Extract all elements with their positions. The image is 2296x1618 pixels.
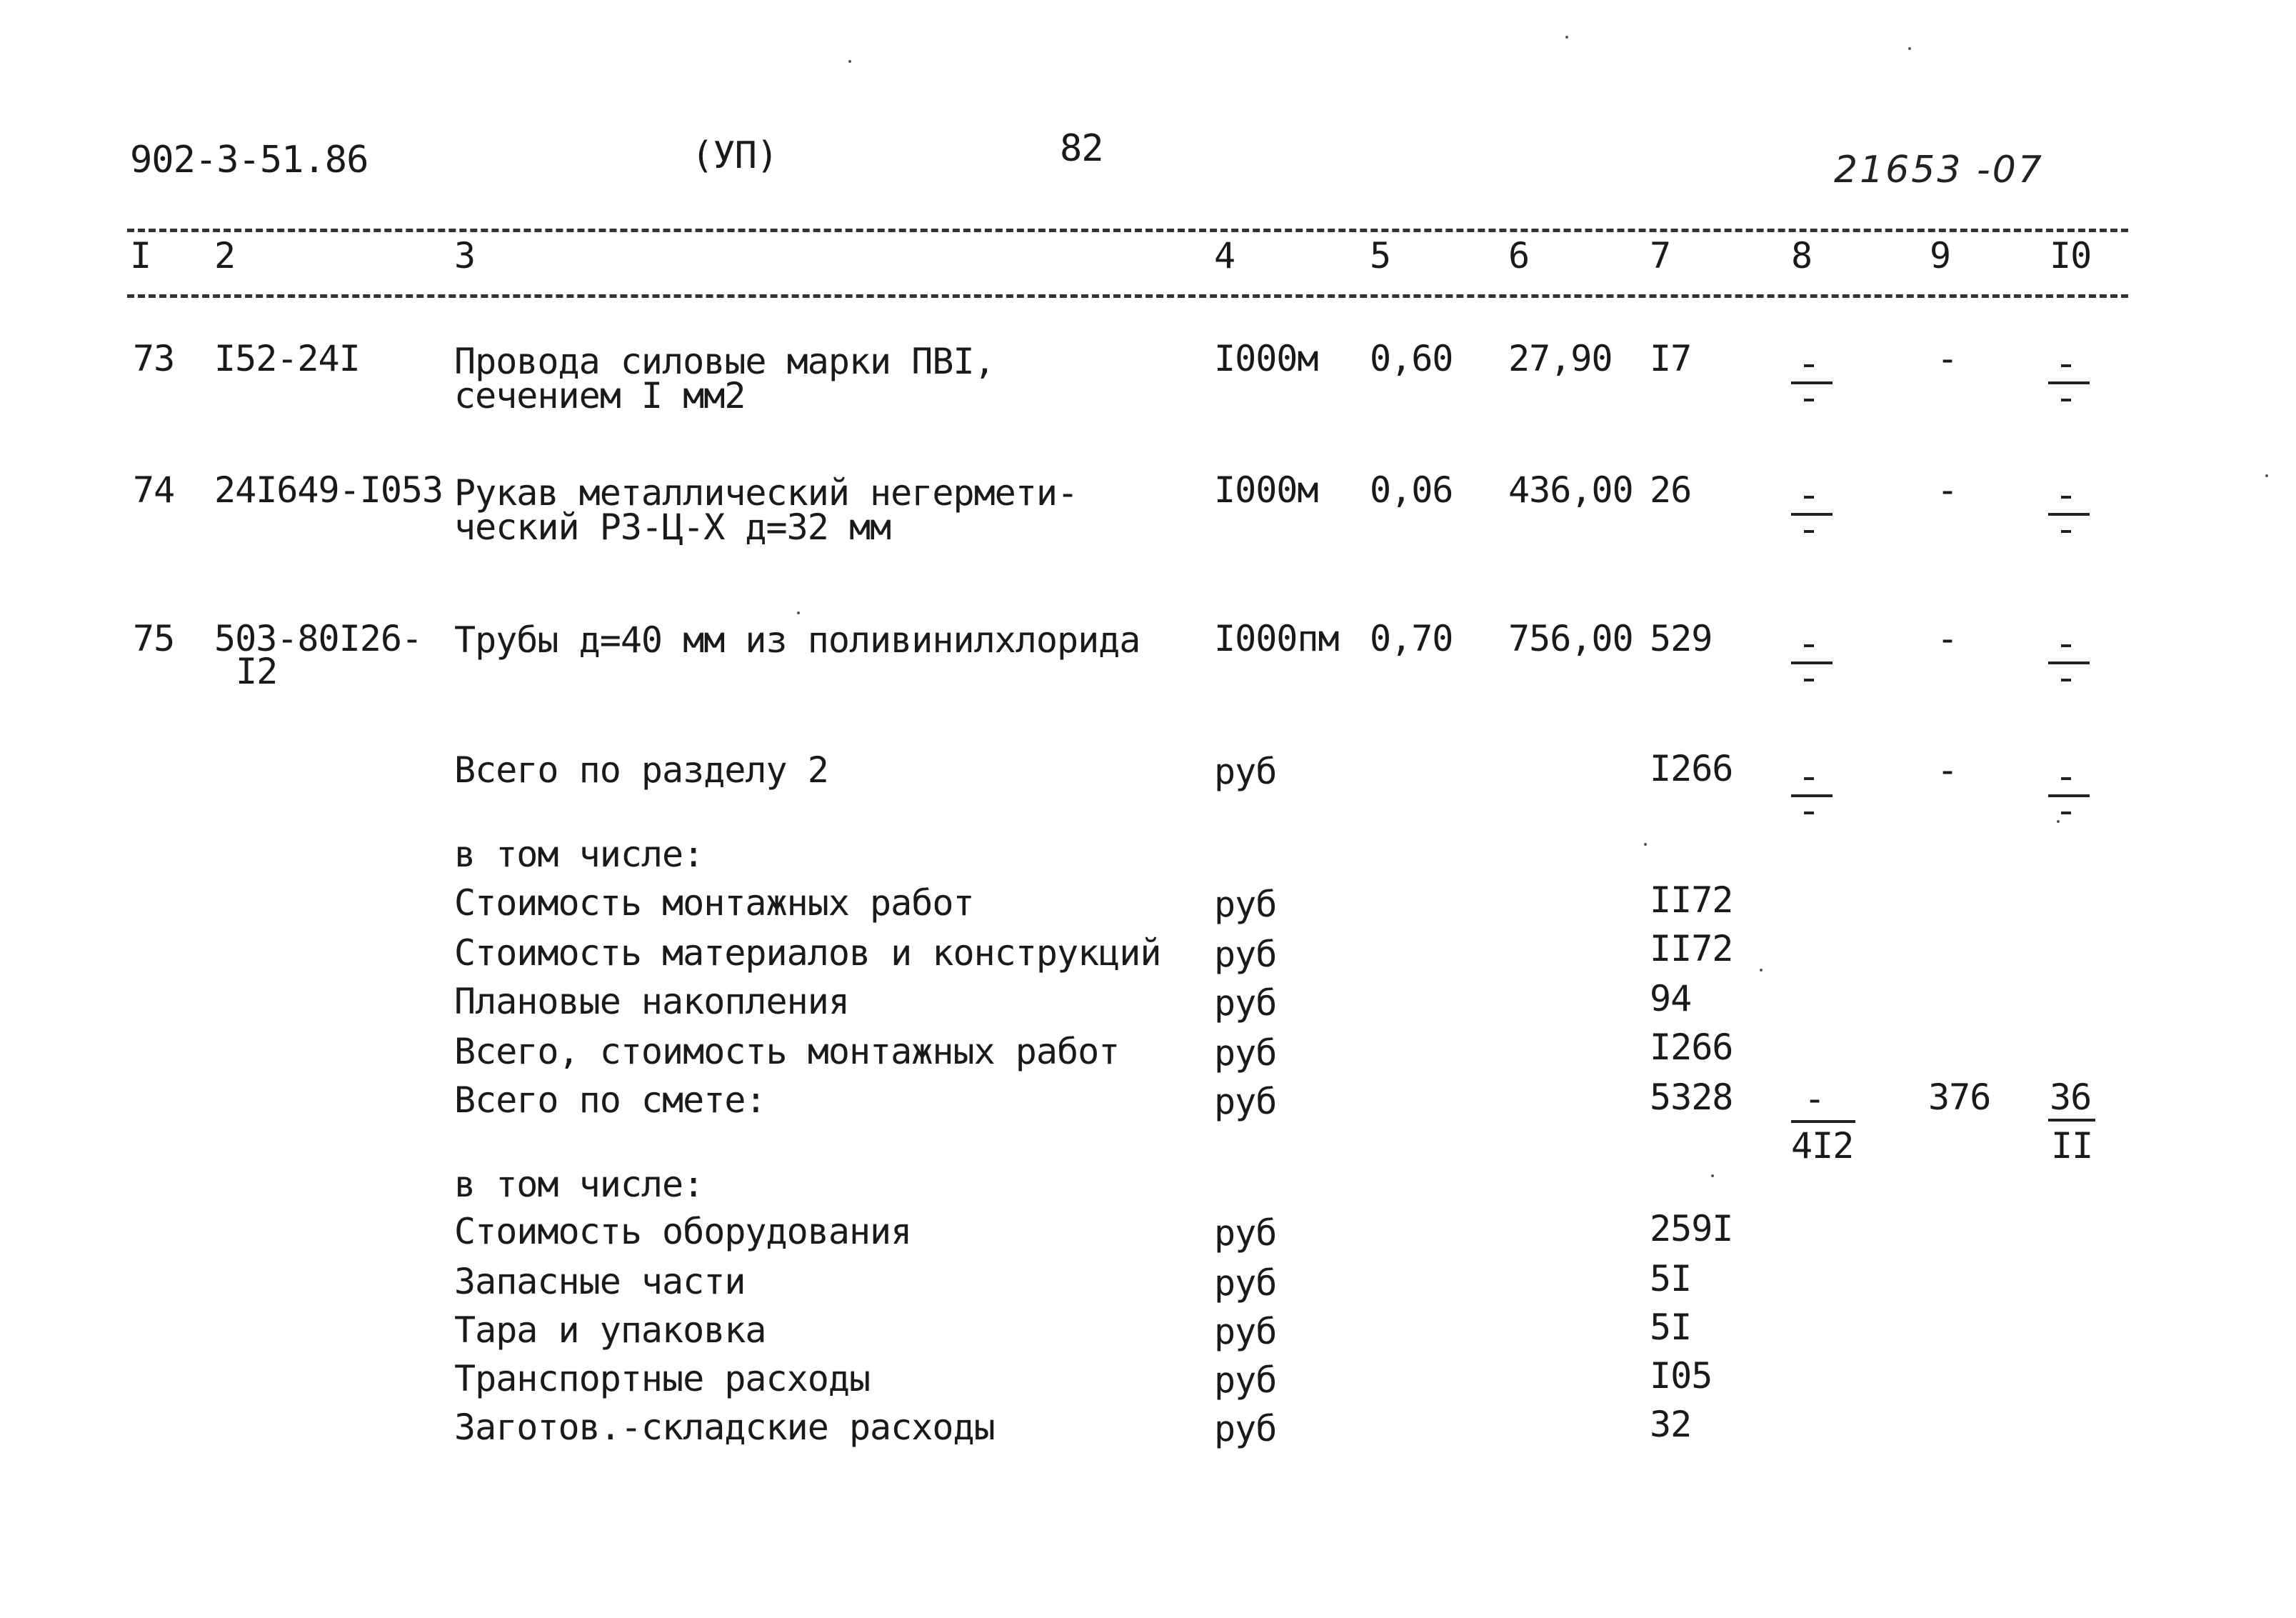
breakdown-heading: в том числе: bbox=[454, 834, 704, 875]
estimate-col9: 376 bbox=[1928, 1077, 1991, 1118]
row-code-line1: 503-80I26- bbox=[214, 618, 423, 659]
scan-speck bbox=[1760, 969, 1763, 972]
item-label: Запасные части bbox=[454, 1261, 746, 1302]
item-value: 94 bbox=[1650, 978, 1692, 1019]
section-total-value: I266 bbox=[1650, 748, 1733, 789]
dash-mark-col10 bbox=[2041, 354, 2105, 411]
item-label: Плановые накопления bbox=[454, 981, 849, 1022]
row-description-line2: сечением I мм2 bbox=[454, 375, 746, 416]
row-unit-price: 27,90 bbox=[1508, 338, 1613, 379]
item-unit: руб bbox=[1214, 1408, 1277, 1449]
page-number: 82 bbox=[1060, 127, 1103, 170]
item-label: Заготов.-складские расходы bbox=[454, 1407, 995, 1448]
item-unit: руб bbox=[1214, 1262, 1277, 1304]
row-code: I52-24I bbox=[214, 338, 360, 379]
row-total: 529 bbox=[1650, 618, 1713, 659]
row-code-line2: I2 bbox=[236, 651, 278, 692]
dash-mark-col10 bbox=[2041, 767, 2105, 824]
scan-speck bbox=[1565, 36, 1568, 39]
scan-speck bbox=[1644, 843, 1647, 846]
row-total: I7 bbox=[1650, 338, 1692, 379]
item-value: II72 bbox=[1650, 928, 1733, 969]
scan-speck bbox=[848, 60, 851, 63]
item-label: Стоимость монтажных работ bbox=[454, 882, 974, 924]
column-header-2: 2 bbox=[214, 235, 236, 276]
header-bottom-rule bbox=[127, 294, 2128, 298]
scan-speck bbox=[1711, 1174, 1714, 1177]
row-total: 26 bbox=[1650, 469, 1692, 511]
row-quantity: 0,60 bbox=[1370, 338, 1453, 379]
reference-number: 21653 -07 bbox=[1834, 149, 2044, 191]
row-col9: - bbox=[1937, 469, 1958, 511]
row-unit: I000м bbox=[1214, 338, 1318, 379]
section-total-col9: - bbox=[1937, 749, 1958, 791]
estimate-col10-bottom: II bbox=[2051, 1125, 2093, 1167]
item-value: 5I bbox=[1650, 1258, 1692, 1299]
dash-mark-col8 bbox=[1784, 354, 1848, 411]
estimate-total-label: Всего по смете: bbox=[454, 1079, 766, 1121]
fraction-line-col8 bbox=[1791, 1120, 1855, 1123]
item-value: II72 bbox=[1650, 879, 1733, 921]
row-quantity: 0,06 bbox=[1370, 469, 1453, 511]
scan-speck bbox=[1908, 47, 1911, 50]
stage-label: (УП) bbox=[691, 134, 778, 177]
dash-mark-col8 bbox=[1784, 486, 1848, 543]
dash-mark-col10 bbox=[2041, 634, 2105, 691]
section-total-unit: руб bbox=[1214, 751, 1277, 792]
column-header-1: I bbox=[130, 235, 151, 276]
item-unit: руб bbox=[1214, 934, 1277, 975]
item-unit: руб bbox=[1214, 1212, 1277, 1254]
item-label: Стоимость оборудования bbox=[454, 1211, 912, 1252]
item-value: 32 bbox=[1650, 1404, 1692, 1445]
item-unit: руб bbox=[1214, 982, 1277, 1024]
item-label: Тара и упаковка bbox=[454, 1309, 766, 1351]
row-col9: - bbox=[1937, 618, 1958, 659]
item-value: 259I bbox=[1650, 1208, 1733, 1249]
item-unit: руб bbox=[1214, 884, 1277, 925]
dash-mark-col8 bbox=[1784, 767, 1848, 824]
column-header-6: 6 bbox=[1508, 235, 1530, 276]
estimate-col10-top: 36 bbox=[2050, 1077, 2092, 1118]
row-description-line2: ческий РЗ-Ц-Х д=32 мм bbox=[454, 506, 891, 548]
estimate-total-unit: руб bbox=[1214, 1081, 1277, 1122]
item-unit: руб bbox=[1214, 1359, 1277, 1401]
row-unit: I000м bbox=[1214, 469, 1318, 511]
column-header-8: 8 bbox=[1791, 235, 1813, 276]
dash-mark-col8 bbox=[1784, 634, 1848, 691]
row-number: 74 bbox=[133, 469, 175, 511]
document-code: 902-3-51.86 bbox=[130, 139, 369, 181]
row-unit-price: 436,00 bbox=[1508, 469, 1633, 511]
row-description-line1: Рукав металлический негермети- bbox=[454, 472, 1078, 514]
column-header-7: 7 bbox=[1650, 235, 1671, 276]
row-col9: - bbox=[1937, 338, 1958, 379]
row-code: 24I649-I053 bbox=[214, 469, 443, 511]
column-header-5: 5 bbox=[1370, 235, 1391, 276]
dash-mark-col10 bbox=[2041, 486, 2105, 543]
column-header-4: 4 bbox=[1214, 235, 1235, 276]
fraction-line-col10 bbox=[2048, 1119, 2095, 1122]
item-value: I266 bbox=[1650, 1027, 1733, 1068]
estimate-col8-bottom: 4I2 bbox=[1791, 1125, 1854, 1167]
scan-speck bbox=[2265, 474, 2268, 477]
row-quantity: 0,70 bbox=[1370, 618, 1453, 659]
item-unit: руб bbox=[1214, 1311, 1277, 1352]
column-header-9: 9 bbox=[1930, 235, 1951, 276]
header-top-rule bbox=[127, 229, 2128, 232]
item-value: I05 bbox=[1650, 1355, 1713, 1397]
column-header-3: 3 bbox=[454, 235, 476, 276]
row-unit-price: 756,00 bbox=[1508, 618, 1633, 659]
item-value: 5I bbox=[1650, 1307, 1692, 1348]
row-number: 73 bbox=[133, 338, 175, 379]
estimate-total-value: 5328 bbox=[1650, 1077, 1733, 1118]
item-unit: руб bbox=[1214, 1032, 1277, 1074]
row-number: 75 bbox=[133, 618, 175, 659]
item-label: Стоимость материалов и конструкций bbox=[454, 932, 1161, 974]
item-label: Всего, стоимость монтажных работ bbox=[454, 1031, 1120, 1072]
row-description-line1: Провода силовые марки ПВI, bbox=[454, 341, 995, 382]
breakdown-heading: в том числе: bbox=[454, 1164, 704, 1205]
section-total-label: Всего по разделу 2 bbox=[454, 749, 828, 791]
estimate-col8-top: - bbox=[1804, 1078, 1825, 1119]
row-unit: I000пм bbox=[1214, 618, 1339, 659]
column-header-10: I0 bbox=[2050, 235, 2092, 276]
item-label: Транспортные расходы bbox=[454, 1358, 871, 1399]
scan-speck bbox=[2057, 820, 2060, 823]
scan-speck bbox=[797, 611, 800, 614]
row-description-line1: Трубы д=40 мм из поливинилхлорида bbox=[454, 619, 1141, 661]
